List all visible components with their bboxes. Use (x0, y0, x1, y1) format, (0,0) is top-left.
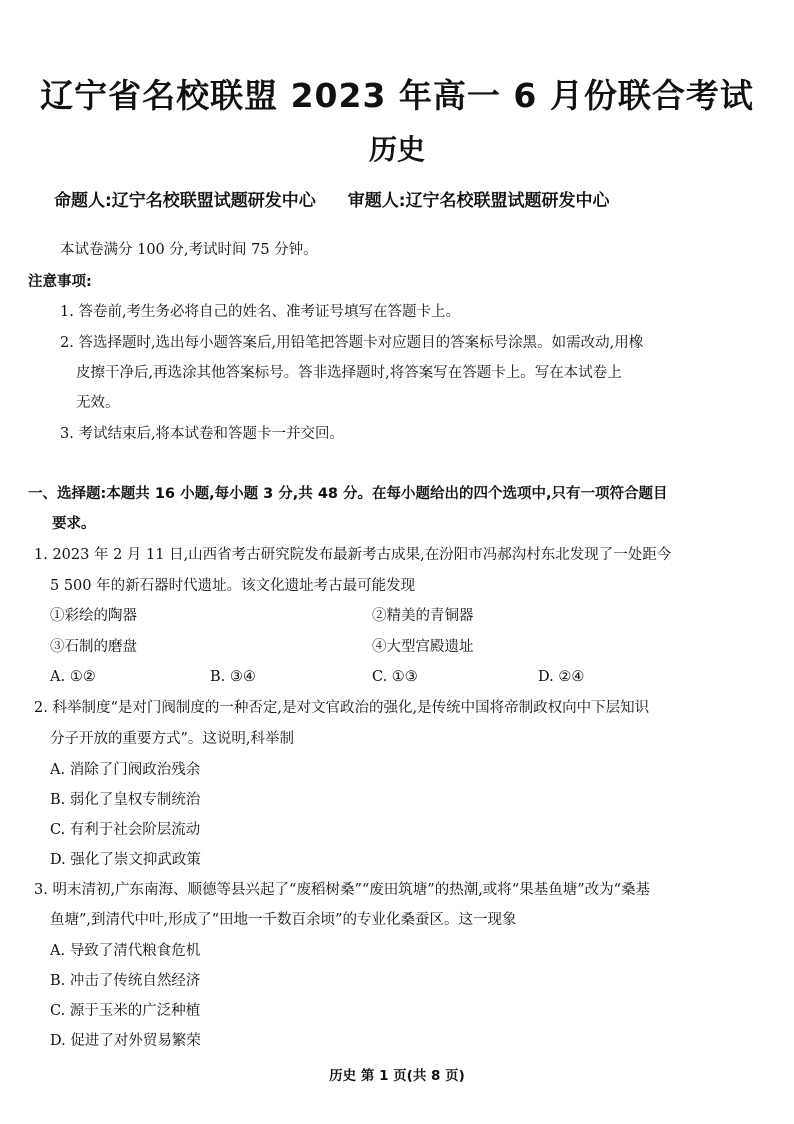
answer-option: A. ①② (50, 669, 96, 685)
section-heading-cont: 要求。 (52, 516, 96, 532)
subject-title: 历史 (368, 133, 425, 166)
reviewer-label: 审题人:辽宁名校联盟试题研发中心 (347, 191, 610, 211)
notice-title: 注意事项: (28, 274, 92, 290)
answer-option: C. 源于玉米的广泛种植 (50, 1003, 201, 1019)
answer-option: D. 强化了崇文抑武政策 (50, 852, 201, 868)
question-stem: 5 500 年的新石器时代遗址。该文化遗址考古最可能发现 (50, 578, 416, 594)
question-stem: 鱼塘”,到清代中叶,形成了“田地一千数百余顷”的专业化桑蚕区。这一现象 (50, 912, 517, 928)
answer-option: B. ③④ (210, 669, 256, 685)
section-heading: 一、选择题:本题共 16 小题,每小题 3 分,共 48 分。在每小题给出的四个选项中,只有一项符合题目 (28, 486, 668, 502)
answer-option: C. 有利于社会阶层流动 (50, 822, 201, 838)
question-item: ④大型宫殿遗址 (372, 639, 474, 655)
answer-option: A. 导致了清代粮食危机 (50, 943, 201, 959)
question-item: ③石制的磨盘 (50, 639, 137, 655)
answer-option: C. ①③ (372, 669, 418, 685)
author-label: 命题人:辽宁名校联盟试题研发中心 (54, 191, 316, 211)
question-stem: 3. 明末清初,广东南海、顺德等县兴起了“废稻树桑”“废田筑塘”的热潮,或将“果基鱼塘”改为“桑基 (34, 882, 651, 898)
note-line: 无效。 (76, 395, 120, 411)
exam-title: 辽宁省名校联盟 2023 年高一 6 月份联合考试 (40, 76, 754, 115)
note-line: 皮擦干净后,再选涂其他答案标号。答非选择题时,将答案写在答题卡上。写在本试卷上 (76, 365, 622, 381)
answer-option: D. ②④ (538, 669, 585, 685)
question-stem: 2. 科举制度“是对门阀制度的一种否定,是对文官政治的强化,是传统中国将帝制政权向中下层知识 (34, 700, 650, 716)
question-item: ①彩绘的陶器 (50, 608, 137, 624)
note-line: 1. 答卷前,考生务必将自己的姓名、准考证号填写在答题卡上。 (60, 304, 461, 320)
answer-option: B. 弱化了皇权专制统治 (50, 792, 201, 808)
question-stem: 1. 2023 年 2 月 11 日,山西省考古研究院发布最新考古成果,在汾阳市冯郝沟村东北发现了一处距今 (34, 547, 672, 563)
score-info: 本试卷满分 100 分,考试时间 75 分钟。 (60, 242, 318, 258)
answer-option: D. 促进了对外贸易繁荣 (50, 1033, 201, 1049)
answer-option: B. 冲击了传统自然经济 (50, 973, 201, 989)
question-item: ②精美的青铜器 (372, 608, 474, 624)
note-line: 2. 答选择题时,选出每小题答案后,用铅笔把答题卡对应题目的答案标号涂黑。如需改动,用橡 (60, 335, 644, 351)
note-line: 3. 考试结束后,将本试卷和答题卡一并交回。 (60, 426, 345, 442)
authors-line (54, 186, 774, 211)
question-stem: 分子开放的重要方式”。这说明,科举制 (50, 731, 295, 747)
page-footer: 历史 第 1 页(共 8 页) (329, 1068, 465, 1084)
answer-option: A. 消除了门阀政治残余 (50, 762, 201, 778)
